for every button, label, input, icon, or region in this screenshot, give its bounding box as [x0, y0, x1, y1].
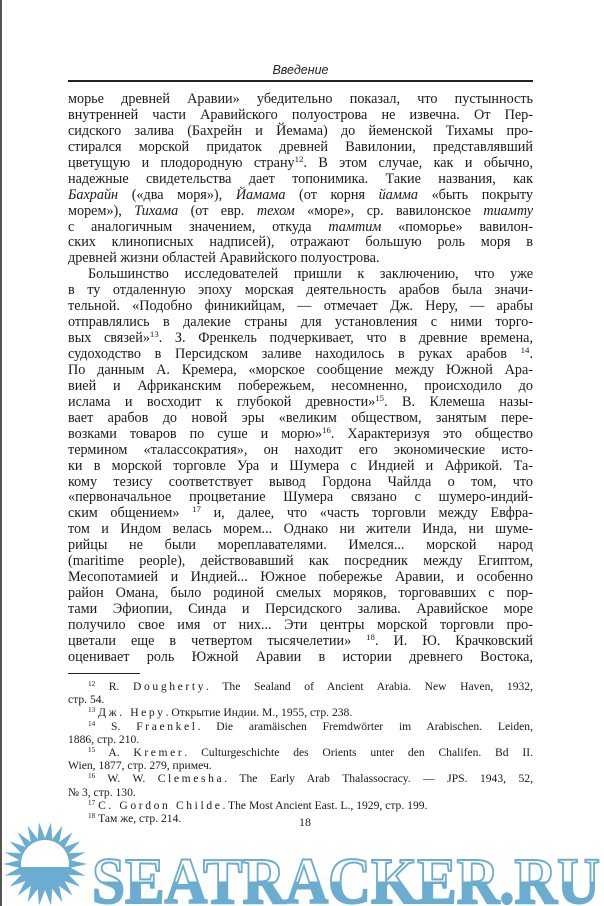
text-line — [68, 538, 533, 554]
text-line — [68, 424, 534, 443]
text-run: древней жизни областей Аравийского полуострова. — [68, 250, 380, 267]
text-run: тельной. «Подобно финикийцам, — отмечает Дж. Неру, — арабы — [68, 298, 533, 315]
text-run: . The Sealand of Ancient Arabia. New Haven, 1932, — [206, 680, 533, 693]
page-number: 18 — [299, 815, 311, 829]
footnote-ref: 14 — [88, 719, 96, 728]
footnote-ref: 15 — [88, 745, 96, 754]
text-run: ских клинописных надписей), отражают большую роль моря в — [68, 234, 533, 251]
text-run: в ту отдаленную эпоху морская деятельность арабов была значи- — [68, 282, 533, 299]
text-line — [68, 331, 533, 347]
text-run: «первоначальное процветание Шумера связано с шумеро-индий- — [68, 489, 533, 506]
footnote-ref: 14 — [520, 345, 530, 356]
text-line — [68, 799, 533, 812]
text-line — [68, 733, 533, 746]
text-line — [68, 267, 533, 283]
author-name: C. Gordon Childe — [98, 798, 223, 812]
text-run: . The Early Arab Thalassocracy. — JPS. 1943, 52, — [224, 772, 533, 786]
text-line — [68, 108, 533, 124]
text-line — [68, 235, 533, 251]
text-run: вает арабов до новой эры «великим обществом, занятым пере- — [68, 409, 533, 426]
text-line — [68, 347, 533, 363]
text-run: вией и Африканским побережьем, несомненно, происходило до — [68, 377, 533, 394]
text-line — [68, 392, 533, 411]
text-run: . Die aramäischen Fremdwörter im Arabischen. Leiden, — [197, 719, 533, 733]
text-run: По данным А. Кремера, «морское сообщение между Южной Ара- — [68, 361, 533, 378]
author-name: Dougherty — [133, 680, 207, 693]
text-line — [68, 124, 533, 140]
text-run: вых связей» — [68, 330, 150, 347]
text-run: морем»), — [68, 202, 135, 219]
text-line — [68, 602, 533, 618]
sun-icon — [3, 822, 87, 905]
footnote-ref: 18 — [366, 632, 375, 643]
text-line — [68, 720, 533, 733]
text-line — [68, 586, 533, 602]
text-line — [68, 443, 533, 459]
text-run: кому тезису соответствует вывод Гордона Чайлда о том, что — [68, 473, 533, 490]
italic-term: Бахрайн — [68, 186, 119, 203]
text-run: R. — [95, 680, 134, 693]
footnote-ref: 15 — [375, 392, 385, 403]
text-line — [68, 283, 533, 299]
text-run: с аналогичным значением, откуда — [68, 218, 329, 235]
running-header: Введение — [272, 63, 329, 77]
text-run: Месопотамией и Индией... Южное побережье Аравии, и особенно — [68, 569, 533, 586]
text-run: цветущую и плодородную страну — [68, 154, 295, 171]
page-edge — [0, 0, 2, 906]
text-run: возками товаров по суше и морю» — [68, 425, 323, 442]
author-name: Clemesha — [157, 772, 225, 786]
text-run: стр. 54. — [68, 693, 105, 707]
text-run: тами Эфиопии, Синда и Персидского залива. Аравийское море — [68, 601, 533, 617]
text-line — [68, 706, 533, 719]
text-run: судоходство в Персидском заливе находилось в руках арабов — [68, 346, 521, 362]
text-line — [68, 459, 533, 475]
text-run: (maritime people), действовавший как посредник между Египтом, — [68, 553, 533, 570]
watermark-text: SEATRACKER.RU — [92, 845, 600, 906]
footnote-ref: 13 — [88, 706, 96, 715]
text-line — [68, 506, 533, 522]
text-line — [68, 650, 533, 666]
text-run: «поморье» вавилон- — [381, 218, 533, 235]
text-run: том и Индом велась морем... Однако ни жители Инда, ни шуме- — [68, 521, 533, 538]
text-run: надежные свидетельства дает топонимика. Такие названия, как — [68, 170, 533, 187]
text-line — [68, 475, 533, 491]
footnote-ref: 17 — [192, 504, 201, 515]
header-rule — [68, 80, 533, 82]
text-line — [68, 299, 533, 315]
text-run: («два моря»), — [118, 186, 236, 203]
italic-term: Тихама — [134, 202, 179, 219]
text-run: «море», ср. вавилонское — [294, 202, 484, 219]
text-run: оценивает роль Южной Аравии в истории древнего Востока, — [68, 648, 533, 665]
text-run: район Омана, было родиной смелых моряков, торговавших с пор- — [68, 585, 533, 602]
text-run: получило свое имя от них... Эти центры морской торговли про- — [68, 616, 533, 633]
text-run: рийцы не были мореплавателями. Имелся... морской народ — [68, 537, 533, 554]
text-run: стирался морской придаток древней Вавилонии, представлявший — [68, 138, 533, 155]
text-run: «быть покрыту — [417, 186, 534, 203]
footnote-ref: 17 — [88, 798, 96, 807]
text-run: . — [529, 346, 533, 362]
footnote-ref: 13 — [149, 329, 159, 340]
text-run: . The Most Ancient East. L., 1929, стр. 199. — [222, 798, 428, 812]
text-line — [68, 746, 533, 759]
text-run: S. — [95, 719, 137, 733]
italic-term: йамма — [378, 186, 418, 203]
text-run: . Характеризуя это общество — [330, 425, 534, 442]
text-line — [68, 188, 533, 204]
text-run: Большинство исследователей пришли к заключению, что уже — [88, 266, 533, 283]
text-run: W. W. — [95, 772, 158, 786]
text-line — [68, 490, 533, 506]
text-line — [68, 772, 533, 785]
text-run: сидского залива (Бахрейн и Йемама) до йеменской Тихамы про- — [68, 122, 533, 139]
text-run: морье древней Аравии» убедительно показал, что пустынность — [68, 91, 533, 107]
text-run: . В этом случае, как и обычно, — [303, 154, 533, 171]
author-name: Kremer — [133, 745, 185, 759]
text-line — [68, 693, 533, 706]
text-run: Wien, 1877, стр. 279, примеч. — [68, 759, 212, 773]
footnote-ref: 16 — [322, 424, 331, 435]
text-run: . И. Ю. Крачковский — [374, 632, 533, 649]
text-line — [68, 153, 533, 172]
body-text — [68, 92, 533, 666]
footnote-ref: 18 — [88, 811, 96, 820]
text-line — [68, 634, 533, 650]
italic-term: Йамама — [235, 186, 286, 203]
text-line — [68, 251, 533, 267]
text-run: . В. Клемеша назы- — [384, 393, 533, 410]
text-run: ки в морской торговле Ура и Шумера с Индией и Африкой. Та- — [68, 457, 533, 474]
text-line — [68, 570, 533, 586]
text-line — [68, 522, 533, 538]
text-run: термином «талассократия», он находит его экономические исто- — [68, 441, 533, 458]
text-line — [68, 680, 533, 693]
footnote-ref: 16 — [88, 772, 96, 781]
text-run: . Culturgeschichte des Orients unter den Chalifen. Bd II. — [184, 745, 533, 759]
author-name: Дж. Неру — [98, 706, 166, 720]
footnote-ref: 12 — [88, 680, 96, 689]
text-run: ским общением» — [68, 505, 193, 522]
text-run: внутренней части Аравийского полуострова не извечна. От Пер- — [68, 106, 533, 123]
text-line — [68, 172, 533, 188]
text-run: (от евр. — [178, 202, 257, 219]
text-run: № 3, стр. 130. — [68, 785, 136, 799]
text-line — [68, 411, 533, 427]
text-line — [68, 786, 533, 799]
text-line — [68, 315, 533, 331]
text-line — [68, 379, 533, 395]
text-line — [68, 220, 533, 236]
text-line — [68, 204, 533, 220]
italic-term: техом — [256, 202, 295, 219]
footnotes — [68, 680, 533, 825]
text-run: ислама и восходит к глубокой древности» — [68, 393, 376, 410]
author-name: Fraenkel — [136, 719, 198, 733]
text-run: 1886, стр. 210. — [68, 732, 140, 746]
text-line — [68, 759, 533, 772]
footnote-rule — [68, 673, 140, 674]
text-line — [68, 618, 533, 634]
text-run: цветали еще в четвертом тысячелетии» — [68, 632, 367, 649]
text-run: отправлялись в далекие страны для установления с ними торго- — [68, 314, 533, 331]
text-run: Там же, стр. 214. — [95, 811, 182, 825]
text-run: (от корня — [285, 186, 379, 203]
text-line — [68, 363, 533, 379]
italic-term: тамтим — [328, 218, 382, 235]
text-run: . З. Френкель подчеркивает, что в древние времена, — [158, 330, 533, 347]
italic-term: тиамту — [483, 202, 534, 219]
text-run: и, далее, что «часть торговли между Евфра- — [200, 505, 533, 522]
text-run: . Открытие Индии. М., 1955, стр. 238. — [165, 706, 353, 720]
text-line — [68, 554, 533, 570]
text-run: A. — [95, 745, 134, 759]
footnote-ref: 12 — [294, 153, 304, 164]
text-line — [68, 92, 533, 108]
